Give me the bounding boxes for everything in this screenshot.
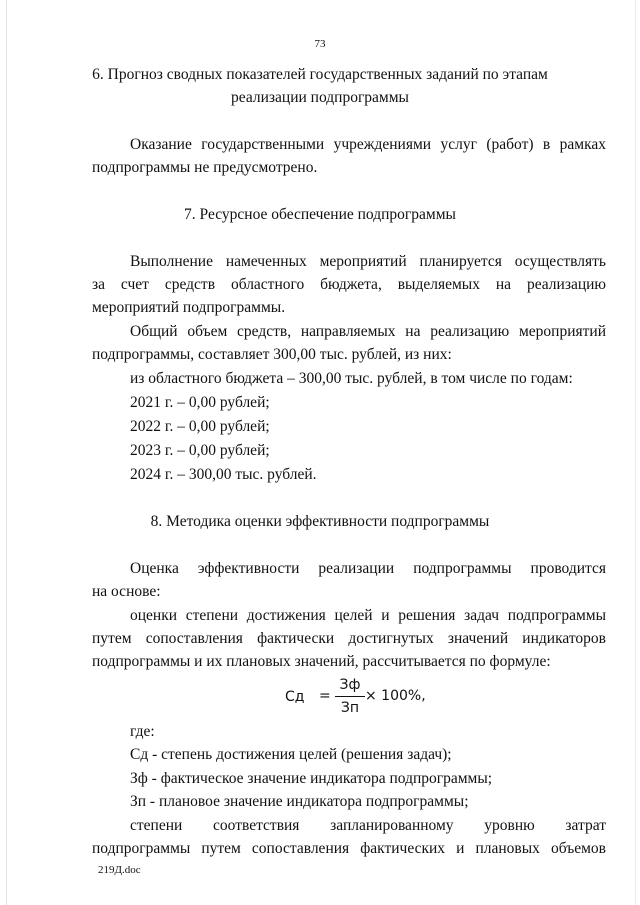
section6-title-line2: реализации подпрограммы <box>231 89 409 106</box>
definition-zf: Зф - фактическое значение индикатора подпрограммы; <box>130 770 493 787</box>
section6-paragraph-line2: подпрограммы не предусмотрено. <box>92 159 318 176</box>
section7-para2-line1: Общий объем средств, направляемых на реализацию мероприятий <box>130 323 606 340</box>
section8-para2-line3: подпрограммы и их плановых значений, рассчитывается по формуле: <box>92 653 551 670</box>
section7-year-2022: 2022 г. – 0,00 рублей; <box>130 418 270 435</box>
section8-title: 8. Методика оценки эффективности подпрограммы <box>150 513 490 530</box>
definition-sd: Сд - степень достижения целей (решения задач); <box>130 746 452 763</box>
formula-numerator: Зф <box>339 677 361 693</box>
formula-lhs: Сд <box>285 689 305 705</box>
section7-year-2024: 2024 г. – 300,00 тыс. рублей. <box>130 466 317 483</box>
section8-para2-line2: путем сопоставления фактически достигнутых значений индикаторов <box>92 630 606 647</box>
section7-title: 7. Ресурсное обеспечение подпрограммы <box>184 206 456 223</box>
section8-para3-line2: подпрограммы путем сопоставления фактических и плановых объемов <box>92 840 606 857</box>
page-number: 73 <box>314 38 326 50</box>
formula-fraction <box>335 676 365 717</box>
definition-zp: Зп - плановое значение индикатора подпрограммы; <box>130 793 469 810</box>
formula-multiplier: × 100%, <box>365 688 426 704</box>
formula-denominator: Зп <box>340 700 360 716</box>
section7-year-2023: 2023 г. – 0,00 рублей; <box>130 442 270 459</box>
section8-para3-line1: степени соответствия запланированному уровню затрат <box>130 817 606 834</box>
formula-equals: = <box>319 688 331 704</box>
section8-para2-line1: оценки степени достижения целей и решения задач подпрограммы <box>130 607 606 624</box>
section6-title-line1: 6. Прогноз сводных показателей государственных заданий по этапам <box>92 66 548 83</box>
section7-para1-line3: мероприятий подпрограммы. <box>92 299 286 316</box>
section7-budget-line: из областного бюджета – 300,00 тыс. рублей, в том числе по годам: <box>130 370 573 387</box>
section7-para1-line2: за счет средств областного бюджета, выделяемых на реализацию <box>92 276 606 293</box>
section6-paragraph-line1: Оказание государственными учреждениями услуг (работ) в рамках <box>130 136 606 153</box>
footer-filename: 219Д.doc <box>98 864 141 876</box>
section7-para1-line1: Выполнение намеченных мероприятий планируется осуществлять <box>130 253 606 270</box>
formula-where: где: <box>130 723 155 740</box>
formula-fraction-bar <box>335 696 365 697</box>
scan-edge-right <box>635 0 636 905</box>
scan-edge-left <box>6 0 7 905</box>
section7-year-2021: 2021 г. – 0,00 рублей; <box>130 394 270 411</box>
section7-para2-line2: подпрограммы, составляет 300,00 тыс. рублей, из них: <box>92 346 452 363</box>
section8-para1-line2: на основе: <box>92 583 161 600</box>
section8-para1-line1: Оценка эффективности реализации подпрограммы проводится <box>130 560 606 577</box>
